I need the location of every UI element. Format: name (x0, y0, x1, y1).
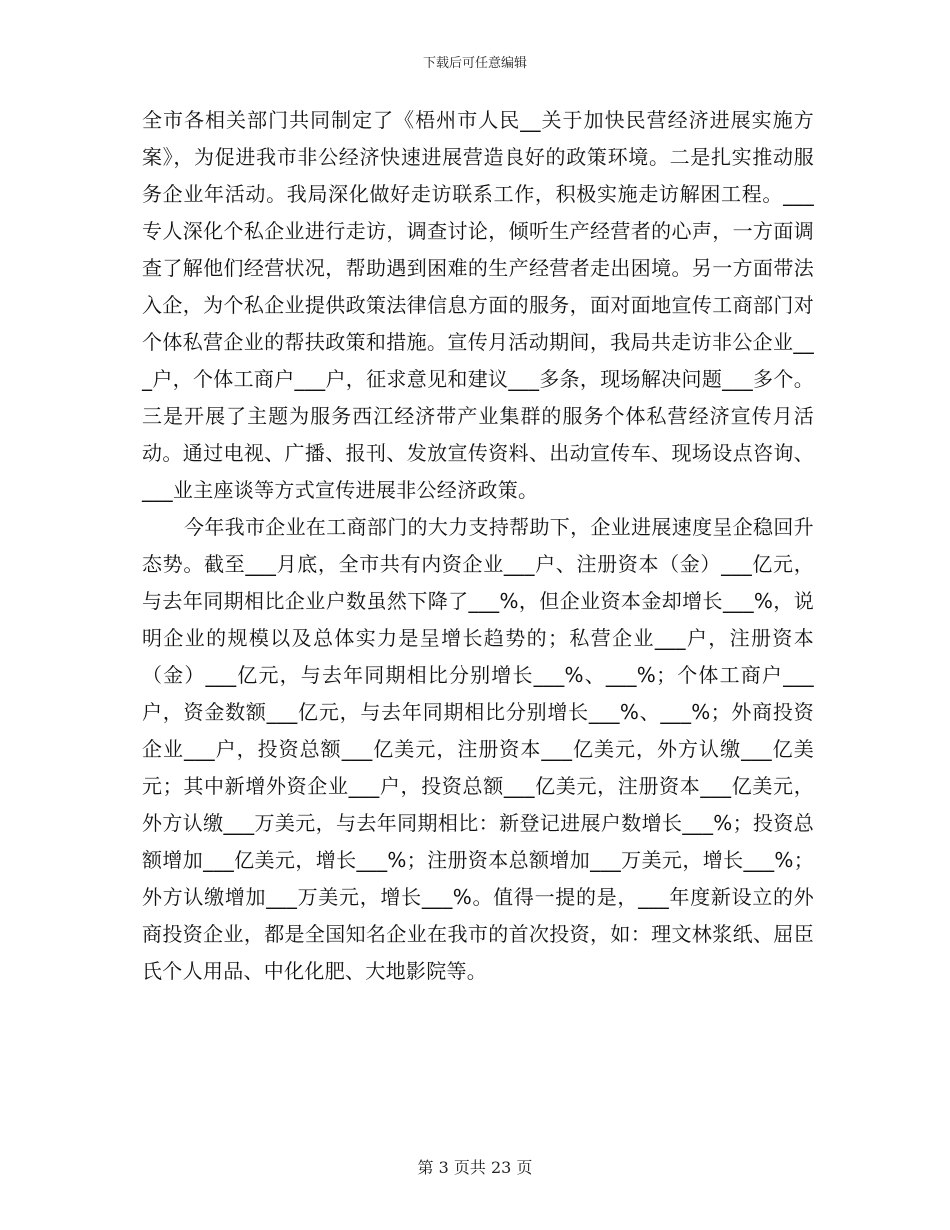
document-body (142, 102, 814, 990)
paragraph-enterprise-statistics: 今年我市企业在工商部门的大力支持帮助下，企业进展速度呈企稳回升态势。截至___月底，全市共有内资企业___户、注册资本（金）___亿元，与去年同期相比企业户数虽然下降了___%，但企业资本金却增长___%，说明企业的规模以及总体实力是呈增长趋势的；私营企业___户，注册资本（金）___亿元，与去年同期相比分别增长___%、___%；个体工商户___户，资金数额___亿元，与去年同期相比分别增长___%、___%；外商投资企业___户，投资总额___亿美元，注册资本___亿美元，外方认缴___亿美元；其中新增外资企业___户，投资总额___亿美元，注册资本___亿美元，外方认缴___万美元，与去年同期相比：新登记进展户数增长___%；投资总额增加___亿美元，增长___%；注册资本总额增加___万美元，增长___%；外方认缴增加___万美元，增长___%。值得一提的是，___年度新设立的外商投资企业，都是全国知名企业在我市的首次投资，如：理文林浆纸、屈臣氏个人用品、中化化肥、大地影院等。 (142, 515, 814, 983)
paragraph-continuation: 全市各相关部门共同制定了《梧州市人民__关于加快民营经济进展实施方案》，为促进我市非公经济快速进展营造良好的政策环境。二是扎实推动服务企业年活动。我局深化做好走访联系工作，积极实施走访解困工程。___专人深化个私企业进行走访，调查讨论，倾听生产经营者的心声，一方面调查了解他们经营状况，帮助遇到困难的生产经营者走出困境。另一方面带法入企，为个私企业提供政策法律信息方面的服务，面对面地宣传工商部门对个体私营企业的帮扶政策和措施。宣传月活动期间，我局共走访非公企业___户，个体工商户___户，征求意见和建议___多条，现场解决问题___多个。三是开展了主题为服务西江经济带产业集群的服务个体私营经济宣传月活动。通过电视、广播、报刊、发放宣传资料、出动宣传车、现场设点咨询、___业主座谈等方式宣传进展非公经济政策。 (142, 108, 814, 502)
page-footer: 第 3 页共 23 页 (417, 1158, 533, 1177)
page-header: 下载后可任意编辑 (422, 56, 527, 71)
